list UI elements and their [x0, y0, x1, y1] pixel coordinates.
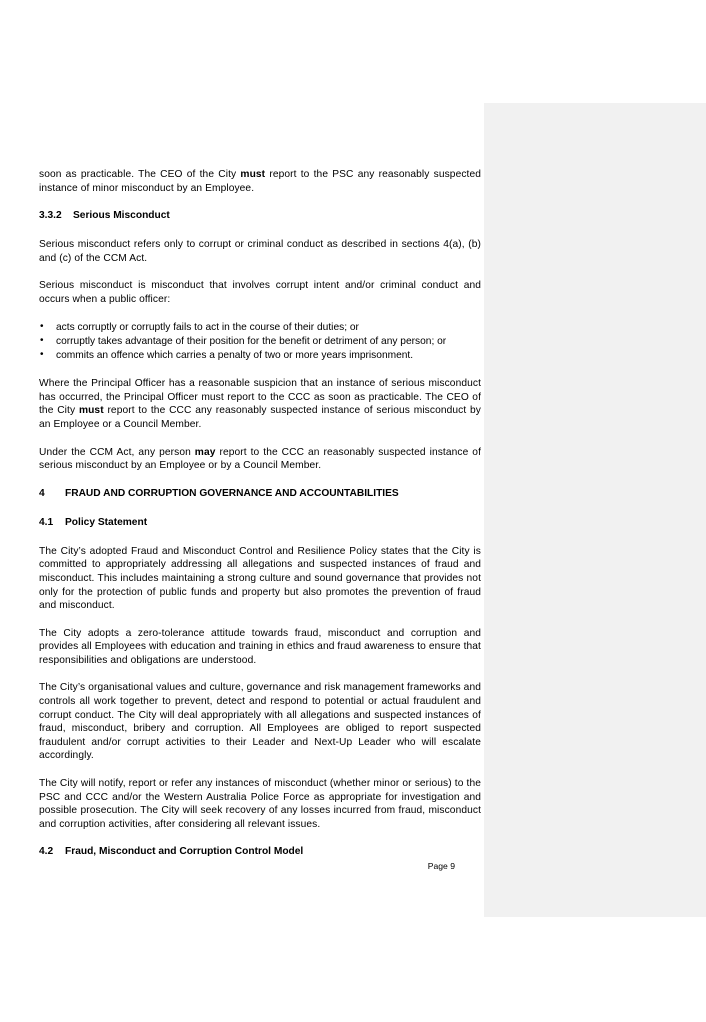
- list-item-label: corruptly takes advantage of their position for the benefit or detriment of any person; or: [56, 335, 447, 347]
- bullet-icon: •: [40, 321, 44, 333]
- paragraph-notify-report-refer: [39, 777, 481, 831]
- list-item-label: acts corruptly or corruptly fails to act in the course of their duties; or: [56, 321, 359, 333]
- heading-4-fraud-and-corruption-governance: [39, 487, 481, 501]
- text-run: report to the CCC an reasonably suspected instance of serious misconduct by an Employee or by a Council Member.: [39, 446, 481, 472]
- heading-3-3-2-serious-misconduct: [39, 209, 481, 223]
- paragraph-serious-misconduct-corrupt-intent: [39, 279, 481, 306]
- page-number-label: Page 9: [427, 861, 455, 871]
- heading-number: 4.1: [39, 516, 54, 528]
- paragraph-adopted-policy-statement: [39, 545, 481, 613]
- heading-label: Policy Statement: [65, 516, 148, 528]
- page-footer: [39, 861, 481, 872]
- text-run: Where the Principal Officer has a reasonable suspicion that an instance of serious misconduct has occurred, the Principal Officer must report to the CCC as soon as practicable. The CEO of the City: [39, 378, 481, 417]
- text-run: The City adopts a zero-tolerance attitude towards fraud, misconduct and corruption and provides all Employees with education and training in ethics and fraud awareness to ensure that responsibilities and obligations are understood.: [39, 627, 481, 666]
- paragraph-zero-tolerance: [39, 627, 481, 668]
- heading-label: FRAUD AND CORRUPTION GOVERNANCE AND ACCOUNTABILITIES: [65, 487, 399, 499]
- emphasis-text: must: [78, 405, 104, 417]
- text-run: The City’s organisational values and culture, governance and risk management frameworks and controls all work together to prevent, detect and respond to potential or actual fraudulent and corrupt conduct. The City will deal appropriately with all allegations and suspected instances of fraud, misconduct, bribery and corruption. All Employees are obliged to report suspected fraudulent and/or corrupt activities to their Leader and Next-Up Leader who will escalate accordingly.: [39, 682, 481, 762]
- paragraph-organisational-values: [39, 681, 481, 763]
- heading-4-2-control-model: [39, 845, 481, 859]
- heading-label: Fraud, Misconduct and Corruption Control Model: [65, 846, 304, 858]
- list-public-officer-conduct: [39, 321, 481, 364]
- text-run: The City will notify, report or refer any instances of misconduct (whether minor or serious) to the PSC and CCC and/or the Western Australia Police Force as appropriate for investigation and possible prosecution. The City will seek recovery of any losses incurred from fraud, misconduct and corruption activities, after considering all relevant issues.: [39, 778, 481, 830]
- text-run: soon as practicable. The CEO of the City: [39, 169, 241, 180]
- text-run: Serious misconduct refers only to corrupt or criminal conduct as described in sections 4(a), (b) and (c) of the CCM Act.: [39, 239, 481, 264]
- heading-number: 4.2: [39, 846, 54, 858]
- paragraph-minor-misconduct-continuation: [39, 168, 481, 195]
- emphasis-text: may: [194, 446, 216, 458]
- text-run: Serious misconduct is misconduct that involves corrupt intent and/or criminal conduct and occurs when a public officer:: [39, 280, 481, 305]
- bullet-icon: •: [40, 335, 44, 347]
- heading-number: 3.3.2: [39, 210, 62, 222]
- list-item-label: commits an offence which carries a penalty of two or more years imprisonment.: [56, 349, 414, 361]
- emphasis-text: must: [240, 169, 266, 180]
- text-run: report to the PSC any reasonably suspected instance of minor misconduct by an Employee.: [39, 169, 482, 194]
- text-run: Under the CCM Act, any person: [39, 446, 195, 458]
- paragraph-principal-officer-reporting: [39, 377, 481, 431]
- heading-4-1-policy-statement: [39, 516, 481, 530]
- document-body: [39, 168, 481, 874]
- bullet-icon: •: [40, 349, 44, 361]
- list-item: [39, 335, 481, 349]
- text-run: report to the CCC any reasonably suspected instance of serious misconduct by an Employee or a Council Member.: [39, 405, 481, 430]
- heading-number: 4: [39, 487, 45, 499]
- text-run: The City’s adopted Fraud and Misconduct Control and Resilience Policy states that the City is committed to appropriately addressing all allegations and suspected instances of fraud and misconduct. This includes maintaining a strong culture and sound governance that provides not only for the protection of public funds and property but also promotes the prevention of fraud and misconduct.: [39, 545, 481, 612]
- paragraph-any-person-may-report: [39, 446, 481, 473]
- paragraph-serious-misconduct-definition: [39, 238, 481, 265]
- list-item: [39, 321, 481, 335]
- heading-label: Serious Misconduct: [73, 210, 170, 222]
- list-item: [39, 349, 481, 363]
